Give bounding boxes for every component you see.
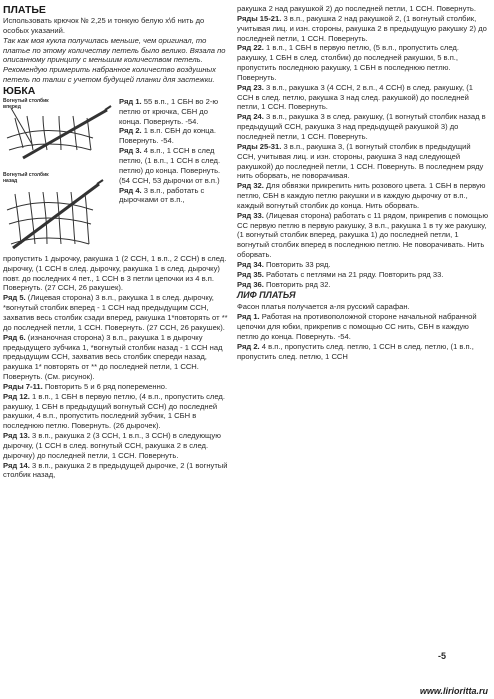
row-34: Ряд 34. Повторить 33 ряд. bbox=[237, 259, 331, 269]
bodice-title: ЛИФ ПЛАТЬЯ bbox=[237, 290, 296, 301]
bodice-row-1: Ряд 1. Работая на противоположной стороне начальной набранной цепочки для юбки, прикрепив с помощью СС нить, СБН в каждую петлю до конца. Повернуть. -54. bbox=[237, 312, 477, 341]
row-3: Ряд 3. 4 в.п., 1 ССН в след петлю, (1 в.п., 1 ССН в след. петлю) до конца. Повернуть. (54 ССН, 53 дырочки от в.п.) bbox=[119, 146, 221, 185]
stitch-diagram bbox=[3, 98, 115, 254]
row-4-continued: пропустить 1 дырочку, ракушка 1 (2 ССН, 1 в.п., 2 ССН) в след. дырочку, (1 ССН в след. дырочку, ракушка 1 в след. дырочку) повт. до последних 4 пет., 1 ССН в 3 петли цепочки из 4 в.п. Повернуть. (27 ССН, 26 ракушек). bbox=[3, 253, 227, 293]
rows-25-31: Ряды 25-31. 3 в.п., ракушка 3, (1 вогнутый столбик в предыдущий ССН, учитывая лиц. и изн. стороны, ракушка 3 над следующей ракушкой) до последней петли, 1 ССН. Повернуть. В последнем ряду нить оборвать, не поворачивая. bbox=[237, 141, 484, 181]
row-35: Ряд 35. Работать с петлями на 21 ряду. Повторить ряд 33. bbox=[237, 269, 444, 279]
footer-url: www.lirioritta.ru bbox=[419, 686, 488, 696]
row-22: Ряд 22. 1 в.п., 1 СБН в первую петлю, (5 в.п., пропустить след. ракушку, 1 СБН в след. столбик) до последней ракушки, 5 в.п., пропустить последнюю ракушку, 1 СБН в последнюю петлю. Повернуть. bbox=[237, 43, 459, 82]
row-32: Ряд 32. Для обвязки прикрепить нить розового цвета. 1 СБН в первую петлю, СБН в каждую петлю ракушки и в каждую дырочку от в.п., каждый вогнутый столбик до конца. Нить оборвать. bbox=[237, 181, 486, 210]
bodice-row-2: Ряд 2. 4 в.п., пропустить след. петлю, 1 ССН в след. петлю, (1 в.п., пропустить след. петлю, 1 ССН bbox=[237, 341, 474, 361]
row-1: Ряд 1. 55 в.п., 1 СБН во 2-ю петлю от крючка, СБН до конца. Повернуть. -54. bbox=[119, 96, 219, 126]
row-23: Ряд 23. 3 в.п., ракушка 3 (4 ССН, 2 в.п., 4 ССН) в след. ракушку, (1 ССН в след. петлю, ракушка 3 над след. ракушкой) до последней петли, 1 ССН. Повернуть. bbox=[237, 82, 473, 112]
row-13: Ряд 13. 3 в.п., ракушка 2 (3 ССН, 1 в.п., 3 ССН) в следующую дырочку, (1 ССН в след. вогнутый ССН, ракушка 2 в след. дырочку) до последней петли, 1 ССН. Повернуть. bbox=[3, 431, 221, 460]
label-back-post: Вогнутый столбик назад bbox=[3, 171, 49, 184]
row-6: Ряд 6. (изнаночная сторона) 3 в.п., ракушка 1 в дырочку предыдущего зубчика 1, *вогнутый столбик назад - 1 ССН над предыдущим ССН, захватив весь столбик спереди назад, ракушка 1* повторять от ** до последней петли, 1 ССН. Повернуть. (См. рисунок). bbox=[3, 332, 223, 382]
row-33: Ряд 33. (Лицевая сторона) работать с 11 рядом, прикрепив с помощью СС первую петлю в первую ракушку, 3 в.п., ракушка 1 в ту же ракушку, (1 вогнутый столбик вперед, ракушка 1) до последней петли, 1 вогнутый столбик вперед в последнюю петлю. Не поворачивать. Нить оборвать. bbox=[237, 210, 489, 260]
row-2: Ряд 2. 1 в.п. СБН до конца. Повернуть. -54. bbox=[119, 126, 216, 146]
label-front-post: Вогнутый столбик вперед bbox=[3, 97, 49, 110]
row-24: Ряд 24. 3 в.п., ракушка 3 в след. ракушку, (1 вогнутый столбик назад в предыдущий ССН, ракушка 3 над предыдущей ракушкой 3) до последней петли, 1 ССН. Повернуть. bbox=[237, 112, 486, 141]
intro-paragraph: Использовать крючок № 2,25 и тонкую белую х\б нить до особых указаний. bbox=[3, 16, 205, 35]
dress-title: ПЛАТЬЕ bbox=[3, 4, 46, 16]
row-14: Ряд 14. 3 в.п., ракушка 2 в предыдущей дырочке, 2 (1 вогнутый столбик назад, bbox=[3, 460, 228, 480]
bodice-intro: Фасон платья получается а-ля русский сарафан. bbox=[237, 302, 410, 312]
intro-note: Так как моя кукла получилась меньше, чем оригинал, то платье по этому количеству петель было велико. Вязала по описанному принципу с меньшим количеством петель. Рекомендую примерить набранное количество воздушных петель по талии с учетом будущей планки для застежки. bbox=[3, 35, 226, 85]
skirt-title: ЮБКА bbox=[3, 84, 36, 97]
row-14-continued: ракушка 2 над ракушкой 2) до последней петли, 1 ССН. Повернуть. bbox=[237, 4, 476, 13]
right-column bbox=[237, 4, 489, 362]
page-number: -5 bbox=[437, 651, 446, 661]
rows-15-21: Ряды 15-21. 3 в.п., ракушка 2 над ракушкой 2, (1 вогнутый столбик, учитывая лиц. и изн. стороны, ракушка 2 в предыдущую ракушку 2) до последней петли, 1 ССН. Повернуть. bbox=[237, 13, 487, 43]
row-5: Ряд 5. (Лицевая сторона) 3 в.п., ракушка 1 в след. дырочку, *вогнутый столбик вперед - 1 ССН над предыдущим ССН, захватив весь столбик сзади вперед, ракушка 1*повторять от ** до последней петли, 1 ССН. Повернуть. (27 ССН, 26 ракушек). bbox=[3, 293, 228, 332]
rows-7-11: Ряды 7-11. Повторить 5 и 6 ряд попеременно. bbox=[3, 381, 168, 391]
row-36: Ряд 36. Повторить ряд 32. bbox=[237, 279, 331, 289]
row-12: Ряд 12. 1 в.п., 1 СБН в первую петлю, (4 в.п., пропустить след. ракушку, 1 СБН в предыдущий вогнутый ССН) до последней ракушки, 4 в.п., пропустить последний зубчик, 1 СБН в последнюю петлю. Повернуть. (26 дырочек). bbox=[3, 391, 225, 431]
left-column bbox=[3, 4, 229, 480]
row-4: Ряд 4. 3 в.п., работать с дырочками от в.п., bbox=[119, 185, 205, 205]
